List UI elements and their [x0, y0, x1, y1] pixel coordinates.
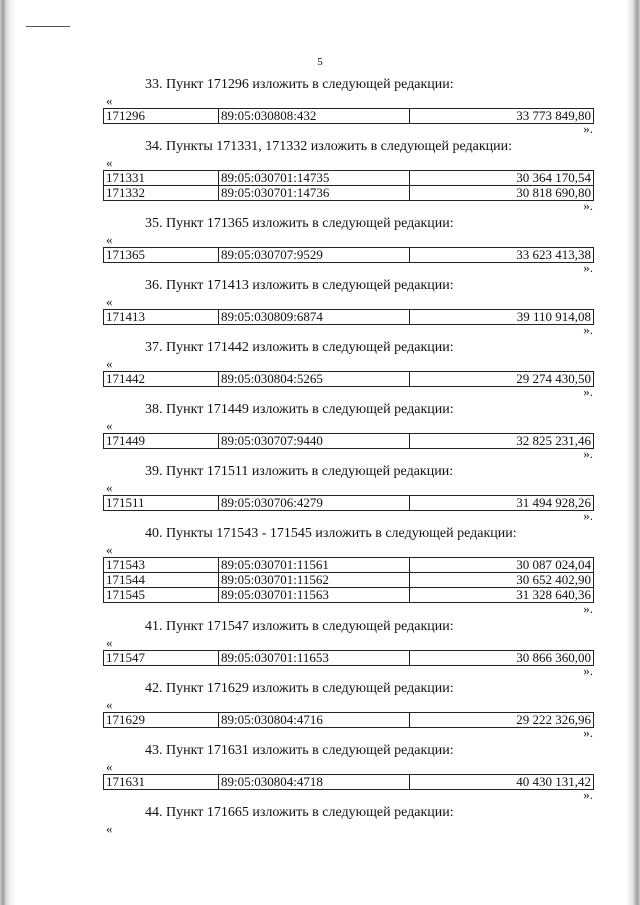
- table-row: [104, 109, 594, 124]
- corner-mark: [26, 26, 70, 27]
- amendment-section: [0, 463, 640, 525]
- amendment-section: [0, 742, 640, 804]
- amendment-section: [0, 339, 640, 401]
- amendment-heading: 43. Пункт 171631 изложить в следующей редакции:: [145, 743, 454, 758]
- closing-quote: ».: [583, 663, 593, 678]
- table-row: [104, 775, 594, 790]
- cadastral-number-cell: 89:05:030804:5265: [219, 372, 410, 387]
- amendment-table: [103, 309, 594, 325]
- cadastral-number-cell: 89:05:030701:11563: [219, 588, 410, 603]
- amendment-section: [0, 401, 640, 463]
- item-number-cell: 171629: [104, 713, 219, 728]
- amendment-table: [103, 712, 594, 728]
- cadastral-number-cell: 89:05:030707:9529: [219, 248, 410, 263]
- opening-quote: «: [106, 542, 113, 557]
- cadastral-value-cell: 32 825 231,46: [410, 434, 594, 449]
- amendment-heading: 44. Пункт 171665 изложить в следующей редакции:: [145, 805, 454, 820]
- cadastral-value-cell: 29 274 430,50: [410, 372, 594, 387]
- cadastral-value-cell: 30 364 170,54: [410, 171, 594, 186]
- opening-quote: «: [106, 155, 113, 170]
- cadastral-number-cell: 89:05:030701:11562: [219, 573, 410, 588]
- cadastral-value-cell: 40 430 131,42: [410, 775, 594, 790]
- amendment-heading: 41. Пункт 171547 изложить в следующей редакции:: [145, 619, 454, 634]
- item-number-cell: 171332: [104, 186, 219, 201]
- amendment-section: [0, 138, 640, 215]
- table-row: [104, 372, 594, 387]
- cadastral-value-cell: 30 652 402,90: [410, 573, 594, 588]
- closing-quote: ».: [583, 508, 593, 523]
- opening-quote: «: [106, 697, 113, 712]
- amendment-section: [0, 76, 640, 138]
- table-row: [104, 558, 594, 573]
- cadastral-number-cell: 89:05:030804:4718: [219, 775, 410, 790]
- amendment-table: [103, 170, 594, 201]
- item-number-cell: 171511: [104, 496, 219, 511]
- cadastral-number-cell: 89:05:030701:11561: [219, 558, 410, 573]
- closing-quote: ».: [583, 384, 593, 399]
- table-row: [104, 588, 594, 603]
- opening-quote: «: [106, 635, 113, 650]
- item-number-cell: 171545: [104, 588, 219, 603]
- cadastral-value-cell: 39 110 914,08: [410, 310, 594, 325]
- cadastral-number-cell: 89:05:030804:4716: [219, 713, 410, 728]
- item-number-cell: 171296: [104, 109, 219, 124]
- amendment-section: [0, 277, 640, 339]
- page-number: 5: [317, 56, 323, 68]
- closing-quote: ».: [583, 446, 593, 461]
- item-number-cell: 171543: [104, 558, 219, 573]
- table-row: [104, 713, 594, 728]
- opening-quote: «: [106, 294, 113, 309]
- amendment-heading: 36. Пункт 171413 изложить в следующей редакции:: [145, 278, 454, 293]
- opening-quote: «: [106, 93, 113, 108]
- document-body: [0, 76, 640, 866]
- item-number-cell: 171365: [104, 248, 219, 263]
- closing-quote: ».: [583, 322, 593, 337]
- item-number-cell: 171331: [104, 171, 219, 186]
- amendment-table: [103, 433, 594, 449]
- amendment-heading: 39. Пункт 171511 изложить в следующей редакции:: [145, 464, 454, 479]
- amendment-section: [0, 680, 640, 742]
- amendment-table: [103, 774, 594, 790]
- closing-quote: ».: [583, 198, 593, 213]
- table-row: [104, 651, 594, 666]
- amendment-table: [103, 371, 594, 387]
- amendment-heading: 33. Пункт 171296 изложить в следующей редакции:: [145, 77, 454, 92]
- cadastral-number-cell: 89:05:030809:6874: [219, 310, 410, 325]
- table-row: [104, 434, 594, 449]
- opening-quote: «: [106, 232, 113, 247]
- cadastral-value-cell: 31 494 928,26: [410, 496, 594, 511]
- cadastral-value-cell: 29 222 326,96: [410, 713, 594, 728]
- cadastral-value-cell: 33 773 849,80: [410, 109, 594, 124]
- item-number-cell: 171413: [104, 310, 219, 325]
- table-row: [104, 496, 594, 511]
- amendment-section: [0, 525, 640, 618]
- table-row: [104, 573, 594, 588]
- amendment-section: [0, 618, 640, 680]
- table-row: [104, 186, 594, 201]
- amendment-table: [103, 557, 594, 603]
- cadastral-number-cell: 89:05:030701:11653: [219, 651, 410, 666]
- amendment-heading: 37. Пункт 171442 изложить в следующей редакции:: [145, 340, 454, 355]
- cadastral-value-cell: 30 866 360,00: [410, 651, 594, 666]
- cadastral-value-cell: 33 623 413,38: [410, 248, 594, 263]
- closing-quote: ».: [583, 260, 593, 275]
- cadastral-value-cell: 30 818 690,80: [410, 186, 594, 201]
- cadastral-number-cell: 89:05:030701:14736: [219, 186, 410, 201]
- closing-quote: ».: [583, 121, 593, 136]
- amendment-table: [103, 495, 594, 511]
- amendment-table: [103, 108, 594, 124]
- cadastral-number-cell: 89:05:030701:14735: [219, 171, 410, 186]
- item-number-cell: 171442: [104, 372, 219, 387]
- amendment-heading: 40. Пункты 171543 - 171545 изложить в следующей редакции:: [145, 526, 517, 541]
- cadastral-value-cell: 30 087 024,04: [410, 558, 594, 573]
- opening-quote: «: [106, 356, 113, 371]
- cadastral-number-cell: 89:05:030707:9440: [219, 434, 410, 449]
- closing-quote: ».: [583, 787, 593, 802]
- opening-quote: «: [106, 418, 113, 433]
- amendment-section: [0, 804, 640, 866]
- closing-quote: ».: [583, 601, 593, 616]
- amendment-table: [103, 247, 594, 263]
- item-number-cell: 171631: [104, 775, 219, 790]
- opening-quote: «: [106, 480, 113, 495]
- amendment-heading: 34. Пункты 171331, 171332 изложить в следующей редакции:: [145, 139, 513, 154]
- table-row: [104, 248, 594, 263]
- amendment-heading: 42. Пункт 171629 изложить в следующей редакции:: [145, 681, 454, 696]
- item-number-cell: 171449: [104, 434, 219, 449]
- opening-quote: «: [106, 821, 113, 836]
- cadastral-value-cell: 31 328 640,36: [410, 588, 594, 603]
- amendment-table: [103, 650, 594, 666]
- opening-quote: «: [106, 759, 113, 774]
- cadastral-number-cell: 89:05:030808:432: [219, 109, 410, 124]
- item-number-cell: 171544: [104, 573, 219, 588]
- table-row: [104, 171, 594, 186]
- cadastral-number-cell: 89:05:030706:4279: [219, 496, 410, 511]
- amendment-heading: 38. Пункт 171449 изложить в следующей редакции:: [145, 402, 454, 417]
- table-row: [104, 310, 594, 325]
- amendment-heading: 35. Пункт 171365 изложить в следующей редакции:: [145, 216, 454, 231]
- closing-quote: ».: [583, 725, 593, 740]
- item-number-cell: 171547: [104, 651, 219, 666]
- amendment-section: [0, 215, 640, 277]
